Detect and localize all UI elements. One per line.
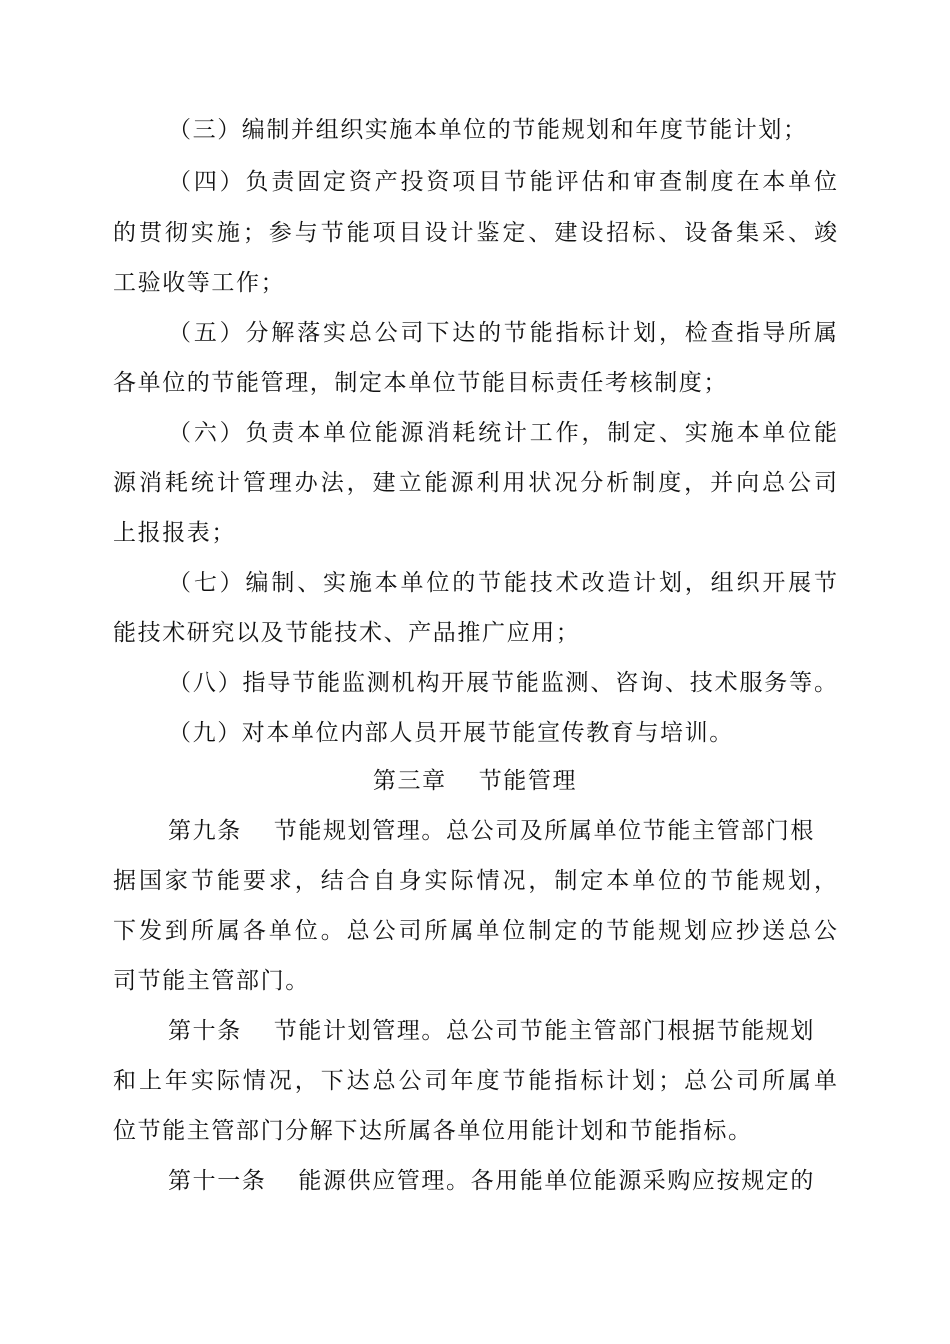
item-6-line-3: 上报报表； — [113, 520, 236, 546]
item-8-line-1: （八）指导节能监测机构开展节能监测、咨询、技术服务等。 — [168, 670, 837, 696]
item-4-line-1: （四）负责固定资产投资项目节能评估和审查制度在本单位 — [168, 169, 837, 195]
article-9-first-line: 节能规划管理。总公司及所属单位节能主管部门根 — [273, 818, 816, 844]
article-9-number: 第九条 — [168, 818, 242, 844]
article-9-line-2: 据国家节能要求，结合自身实际情况，制定本单位的节能规划， — [113, 868, 837, 894]
item-7-line-1: （七）编制、实施本单位的节能技术改造计划，组织开展节 — [168, 570, 837, 596]
item-6-line-1: （六）负责本单位能源消耗统计工作，制定、实施本单位能 — [168, 420, 837, 446]
article-10-line-2: 和上年实际情况，下达总公司年度节能指标计划；总公司所属单 — [113, 1068, 837, 1094]
item-4-line-3: 工验收等工作； — [113, 270, 286, 296]
article-11-first-line: 能源供应管理。各用能单位能源采购应按规定的 — [298, 1168, 816, 1194]
article-10-line-1 — [168, 1016, 837, 1046]
article-10-first-line: 节能计划管理。总公司节能主管部门根据节能规划 — [273, 1018, 816, 1044]
item-5-line-2: 各单位的节能管理，制定本单位节能目标责任考核制度； — [113, 370, 728, 396]
item-5-line-1: （五）分解落实总公司下达的节能指标计划，检查指导所属 — [168, 320, 837, 346]
chapter-title: 节能管理 — [478, 768, 578, 794]
chapter-heading — [113, 766, 837, 796]
article-11-line-1 — [168, 1166, 837, 1196]
item-4-line-2: 的贯彻实施；参与节能项目设计鉴定、建设招标、设备集采、竣 — [113, 220, 837, 246]
chapter-number: 第三章 — [372, 768, 447, 794]
item-9-line-1: （九）对本单位内部人员开展节能宣传教育与培训。 — [168, 720, 734, 746]
item-6-line-2: 源消耗统计管理办法，建立能源利用状况分析制度，并向总公司 — [113, 470, 837, 496]
article-10-line-3: 位节能主管部门分解下达所属各单位用能计划和节能指标。 — [113, 1118, 753, 1144]
article-9-line-4: 司节能主管部门。 — [113, 968, 310, 994]
article-9-line-3: 下发到所属各单位。总公司所属单位制定的节能规划应抄送总公 — [113, 918, 837, 944]
item-3-line-1: （三）编制并组织实施本单位的节能规划和年度节能计划； — [168, 117, 808, 143]
item-7-line-2: 能技术研究以及节能技术、产品推广应用； — [113, 620, 581, 646]
article-10-number: 第十条 — [168, 1018, 242, 1044]
article-11-number: 第十一条 — [168, 1168, 267, 1194]
article-9-line-1 — [168, 816, 837, 846]
